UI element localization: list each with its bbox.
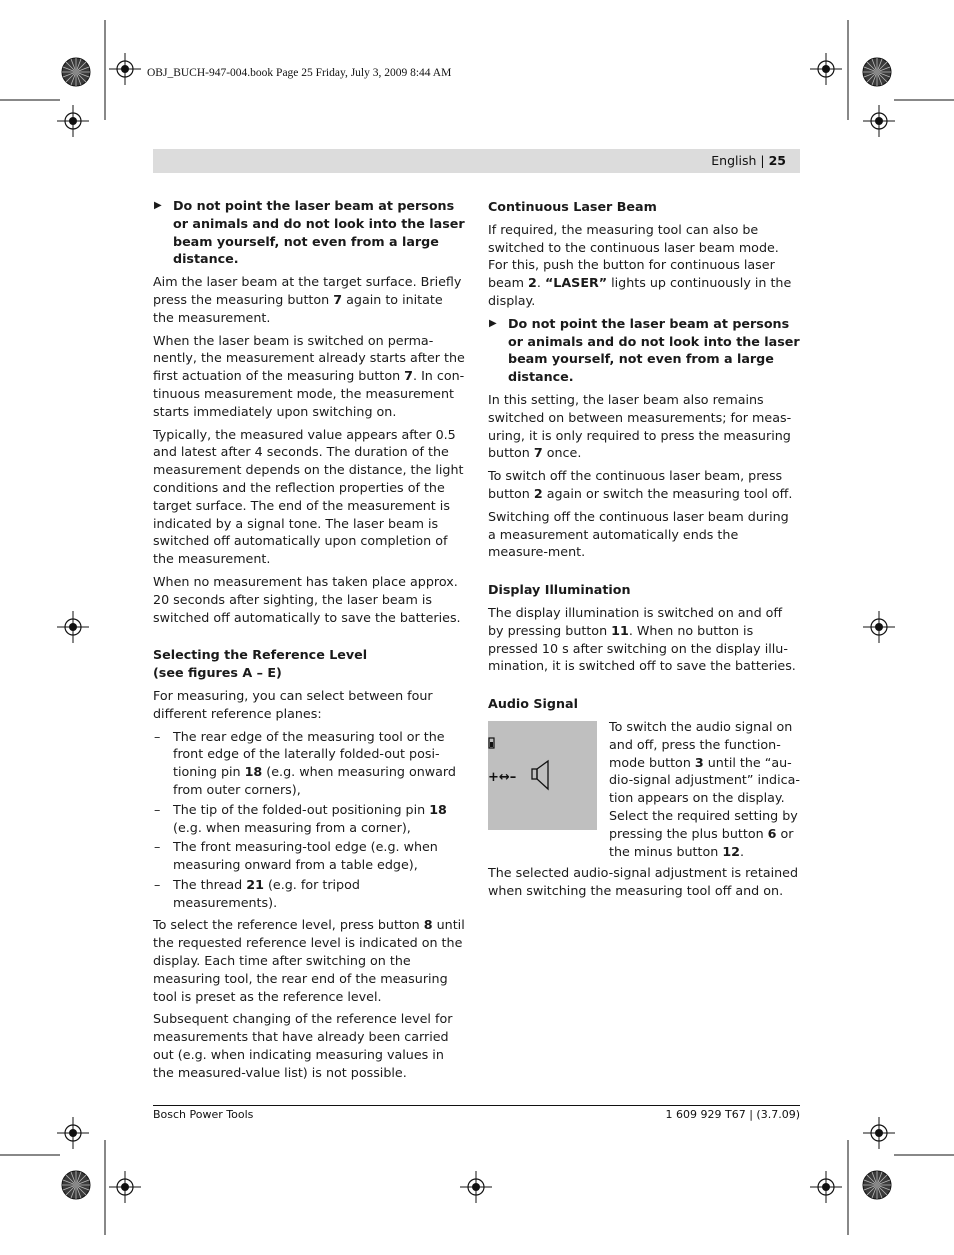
right-column <box>488 197 800 905</box>
paragraph: Subsequent changing of the reference level for measurements that have already been carried out (e.g. when indicating measuring values in the measured-value list) is not possible. <box>153 1011 453 1080</box>
triangle-right-icon: ▶ <box>154 200 162 211</box>
footer-document-number: 1 609 929 T67 | (3.7.09) <box>665 1108 800 1121</box>
section-heading-continuous-laser: Continuous Laser Beam <box>488 199 657 214</box>
paragraph: Switching off the continuous laser beam during a measurement automatically ends the measure-ment. <box>488 508 789 560</box>
audio-signal-block <box>488 718 800 858</box>
color-wheel-bottom-left <box>62 1171 90 1199</box>
list-item: – The thread 21 (e.g. for tripod measurements). <box>154 876 360 910</box>
paragraph: When the laser beam is switched on perma-nently, the measurement already starts after the first actuation of the measuring button 7. In con-tinuous measurement mode, the measurement starts immediately upon switching on. <box>153 332 465 419</box>
triangle-right-icon: ▶ <box>489 317 497 329</box>
paragraph: In this setting, the laser beam also remains switched on between measurements; for meas-uring, it is only required to press the measuring button 7 once. <box>488 391 792 461</box>
header-language: English <box>711 153 757 168</box>
registration-crosshair-icon <box>57 105 89 137</box>
color-wheel-top-left <box>62 58 90 86</box>
paragraph: When no measurement has taken place approx. 20 seconds after sighting, the laser beam is switched off automatically to save the batteries. <box>153 573 461 625</box>
page-header <box>711 153 786 168</box>
footer-brand: Bosch Power Tools <box>153 1108 254 1121</box>
paragraph: The display illumination is switched on and off by pressing button 11. When no button is pressed 10 s after switching on the display illu-mination, it is switched off to save the batteries. <box>488 604 796 674</box>
print-job-header: OBJ_BUCH-947-004.book Page 25 Friday, July 3, 2009 8:44 AM <box>147 67 452 79</box>
registration-crosshair-icon <box>810 53 842 85</box>
registration-crosshair-icon <box>460 1171 492 1203</box>
crop-marks-top <box>0 20 954 120</box>
registration-crosshair-icon <box>863 1117 895 1149</box>
section-heading-reference-level: Selecting the Reference Level (see figures A – E) <box>153 647 368 681</box>
paragraph: Aim the laser beam at the target surface. Briefly press the measuring button 7 again to initate the measurement. <box>153 274 462 325</box>
paragraph: For measuring, you can select between four different reference planes: <box>153 687 433 721</box>
display-sign-text: +↔– <box>488 769 517 785</box>
footer-rule <box>153 1105 800 1106</box>
color-wheel-bottom-right <box>863 1171 891 1199</box>
page-header-bar <box>153 149 800 173</box>
registration-crosshair-icon <box>863 611 895 643</box>
paragraph: To select the reference level, press button 8 until the requested reference level is indicated on the display. Each time after switching on the measuring tool, the rear end of the measuring tool is preset as the reference level. <box>153 917 465 1004</box>
display-audio-indicator <box>488 721 597 830</box>
paragraph: To switch off the continuous laser beam, press button 2 again or switch the measuring tool off. <box>488 468 793 501</box>
speaker-icon <box>532 761 548 789</box>
paragraph: If required, the measuring tool can also be switched to the continuous laser beam mode. For this, push the button for continuous laser beam 2. “LASER” lights up continuously in the display. <box>488 221 792 308</box>
reference-plane-list <box>153 728 465 912</box>
registration-crosshair-icon <box>57 1117 89 1149</box>
registration-crosshair-icon <box>57 611 89 643</box>
display-illustration <box>488 721 597 830</box>
registration-crosshair-icon <box>109 1171 141 1203</box>
section-heading-display-illumination: Display Illumination <box>488 582 631 598</box>
list-item: – The rear edge of the measuring tool or the front edge of the laterally folded-out posi-tioning pin 18 (e.g. when measuring onward from outer corners), <box>154 728 456 797</box>
warning-text: Do not point the laser beam at persons or animals and do not look into the laser beam yourself, not even from a large distance. <box>173 198 465 267</box>
list-item: – The tip of the folded-out positioning pin 18 (e.g. when measuring from a corner), <box>154 801 447 835</box>
registration-crosshair-icon <box>109 53 141 85</box>
paragraph: Typically, the measured value appears after 0.5 and latest after 4 seconds. The duration of the measurement depends on the distance, the light conditions and the reflection properties of the target surface. The end of the measurement is indicated by a signal tone. The laser beam is switched off automatically upon completion of the measurement. <box>153 426 464 567</box>
header-separator: | <box>760 153 765 168</box>
page-number: 25 <box>768 153 786 168</box>
left-column <box>153 197 465 1087</box>
registration-crosshair-icon <box>810 1171 842 1203</box>
audio-signal-text: To switch the audio signal on and off, press the function-mode button 3 until the “au-dio-signal adjustment” indica-tion appears on the display. Select the required setting by pressing the plus button 6 or the minus button 12. <box>609 718 800 859</box>
safety-warning <box>153 197 465 268</box>
section-heading-audio-signal: Audio Signal <box>488 696 578 712</box>
safety-warning <box>488 315 800 386</box>
paragraph: The selected audio-signal adjustment is retained when switching the measuring tool off and on. <box>488 864 799 898</box>
registration-crosshair-icon <box>863 105 895 137</box>
warning-text: Do not point the laser beam at persons or animals and do not look into the laser beam yourself, not even from a large distance. <box>508 315 800 385</box>
list-item: – The front measuring-tool edge (e.g. when measuring onward from a table edge), <box>154 839 438 873</box>
color-wheel-top-right <box>863 58 891 86</box>
